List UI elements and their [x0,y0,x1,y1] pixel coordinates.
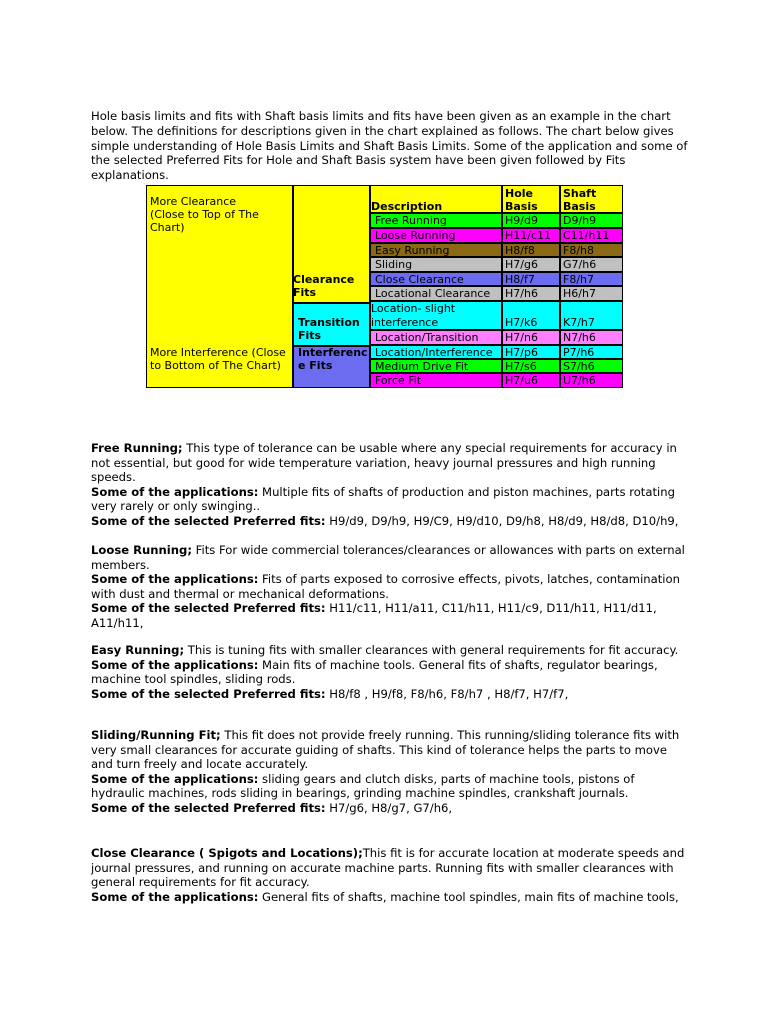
chart-row-7-description: Location- slight interference [370,301,502,330]
preferred-fits-label: Some of the selected Preferred fits: [91,601,326,616]
applications-text: General fits of shafts, machine tool spindles, main fits of machine tools, [258,889,679,904]
section-description [91,846,691,890]
section-text: This is tuning fits with smaller clearances with general requirements for fit accuracy. [184,643,679,657]
transition-fits-label: Transition Fits [298,316,360,342]
section-description [91,441,691,485]
applications-text: Fits of parts exposed to corrosive effects, pivots, latches, contamination with dust and thermal or mechanical deformations. [91,572,680,601]
fit-section-3 [91,643,691,701]
chart-row-3-description: Easy Running [370,243,502,257]
chart-row-1-description: Free Running [370,213,502,228]
chart-row-4-shaft: G7/h6 [560,257,623,272]
chart-row-6-description: Locational Clearance [370,286,502,301]
chart-row-11-shaft: U7/h6 [560,373,623,388]
applications-label: Some of the applications: [91,484,259,499]
applications-label: Some of the applications: [91,771,259,786]
preferred-fits-text: H7/g6, H8/g7, G7/h6, [325,800,453,815]
preferred-fits-text: H9/d9, D9/h9, H9/C9, H9/d10, D9/h8, H8/d9, H8/d8, D10/h9, [325,513,679,528]
chart-row-2-hole: H11/c11 [502,228,560,243]
chart-row-9-hole: H7/p6 [502,345,560,359]
chart-row-1-hole: H9/d9 [502,213,560,228]
chart-row-3-hole: H8/f8 [502,243,560,257]
chart-row-8-description: Location/Transition [370,330,502,345]
section-text: This fit does not provide freely running. This running/sliding tolerance fits with very small clearances for accurate guiding of shafts. This kind of tolerance helps the parts to move and turn freely and locate accurately. [91,728,680,772]
section-applications [91,890,691,905]
applications-label: Some of the applications: [91,572,259,587]
header-hole-basis: Hole Basis [502,185,560,213]
header-shaft-basis: Shaft Basis [560,185,623,213]
chart-row-10-description: Medium Drive Fit [370,359,502,373]
section-title: Sliding/Running Fit; [91,728,221,742]
chart-row-3-shaft: F8/h8 [560,243,623,257]
clearance-fits-label: Clearance Fits [293,273,355,299]
chart-row-9-description: Location/Interference [370,345,502,359]
chart-row-9-shaft: P7/h6 [560,345,623,359]
chart-row-10-hole: H7/s6 [502,359,560,373]
interference-fits-label: Interference Fits [298,346,368,372]
chart-row-11-description: Force Fit [370,373,502,388]
header-description-text: Description [371,200,443,213]
chart-row-8-hole: H7/n6 [502,330,560,345]
chart-row-7-shaft: K7/h7 [560,301,623,330]
section-preferred-fits [91,601,691,630]
applications-label: Some of the applications: [91,889,259,904]
header-description [370,185,502,213]
fit-section-4 [91,728,691,816]
preferred-fits-label: Some of the selected Preferred fits: [91,800,326,815]
preferred-fits-label: Some of the selected Preferred fits: [91,513,326,528]
chart-row-5-shaft: F8/h7 [560,272,623,286]
applications-text: Multiple fits of shafts of production and piston machines, parts rotating very rarely or only swinging.. [91,484,675,514]
section-preferred-fits [91,514,691,529]
preferred-fits-label: Some of the selected Preferred fits: [91,686,326,701]
section-applications [91,485,691,514]
intro-paragraph: Hole basis limits and fits with Shaft basis limits and fits have been given as an example in the chart below. The definitions for descriptions given in the chart explained as follows. The chart below gives simple understanding of Hole Basis Limits and Shaft Basis Limits. Some of the application and some of the selected Preferred Fits for Hole and Shaft Basis system have been given followed by Fits explanations. [91,109,688,183]
chart-row-2-shaft: C11/h11 [560,228,623,243]
section-text: Fits For wide commercial tolerances/clearances or allowances with parts on external members. [91,543,685,572]
fit-section-1 [91,441,691,529]
section-description [91,728,691,772]
chart-row-4-description: Sliding [370,257,502,272]
section-preferred-fits [91,687,691,702]
applications-text: Main fits of machine tools. General fits of shafts, regulator bearings, machine tool spindles, sliding rods. [91,657,658,687]
section-preferred-fits [91,801,691,816]
chart-row-5-hole: H8/f7 [502,272,560,286]
section-applications [91,772,691,801]
section-description [91,643,691,658]
chart-row-8-shaft: N7/h6 [560,330,623,345]
chart-row-4-hole: H7/g6 [502,257,560,272]
section-title: Free Running; [91,441,183,455]
chart-row-10-shaft: S7/h6 [560,359,623,373]
more-interference-label: More Interference (Close to Bottom of The Chart) [150,346,286,372]
applications-text: sliding gears and clutch disks, parts of machine tools, pistons of hydraulic machines, rods sliding in bearings, grinding machine spindles, crankshaft journals. [91,771,635,801]
more-clearance-label: More Clearance (Close to Top of The Chart) [150,195,259,234]
chart-row-11-hole: H7/u6 [502,373,560,388]
section-title: Loose Running; [91,543,192,557]
applications-label: Some of the applications: [91,657,259,672]
section-applications [91,658,691,687]
chart-row-6-hole: H7/h6 [502,286,560,301]
chart-row-7-hole: H7/k6 [502,301,560,330]
section-title: Easy Running; [91,643,185,657]
chart-row-6-shaft: H6/h7 [560,286,623,301]
section-title: Close Clearance ( Spigots and Locations); [91,846,363,860]
chart-row-1-shaft: D9/h9 [560,213,623,228]
section-description [91,543,691,572]
section-applications [91,572,691,601]
section-text: This type of tolerance can be usable where any special requirements for accuracy in not essential, but good for wide temperature variation, heavy journal pressures and high running speeds. [91,441,677,485]
preferred-fits-text: H11/c11, H11/a11, C11/h11, H11/c9, D11/h11, H11/d11, A11/h11, [91,601,657,630]
chart-row-2-description: Loose Running [370,228,502,243]
fit-section-5 [91,846,691,904]
fits-chart [146,185,623,388]
preferred-fits-text: H8/f8 , H9/f8, F8/h6, F8/h7 , H8/f7, H7/f7, [325,686,569,701]
fit-section-2 [91,543,691,631]
chart-row-5-description: Close Clearance [370,272,502,286]
section-text: This fit is for accurate location at moderate speeds and journal pressures, and running on accurate machine parts. Running fits with smaller clearances with general requirements for fit accuracy. [91,846,685,890]
